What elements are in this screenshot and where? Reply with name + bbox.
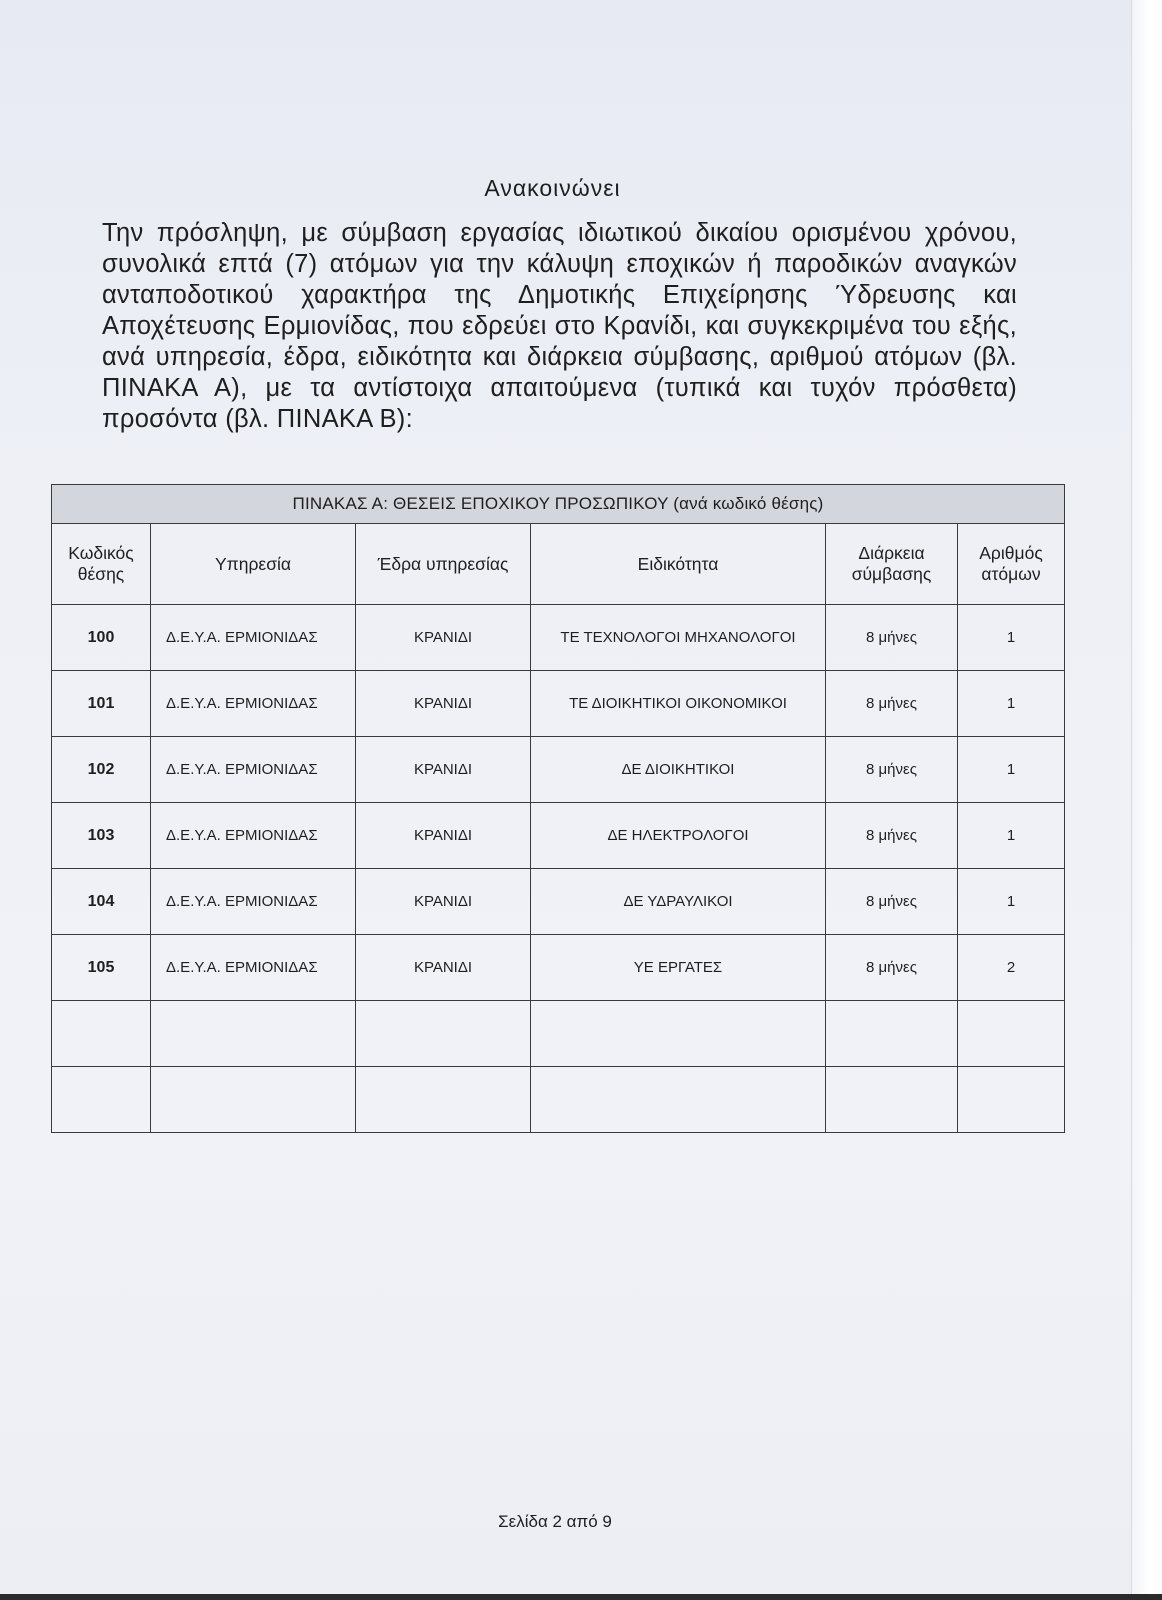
cell-code: 105 [52, 935, 151, 1001]
cell-specialty: ΤΕ ΤΕΧΝΟΛΟΓΟΙ ΜΗΧΑΝΟΛΟΓΟΙ [531, 605, 826, 671]
empty-cell [826, 1001, 958, 1067]
cell-duration: 8 μήνες [826, 737, 958, 803]
empty-cell [151, 1067, 356, 1133]
scan-border [0, 1594, 1162, 1600]
empty-cell [52, 1001, 151, 1067]
cell-service: Δ.Ε.Υ.Α. ΕΡΜΙΟΝΙΔΑΣ [151, 869, 356, 935]
header-code-line1: Κωδικός [68, 543, 134, 563]
cell-seat: ΚΡΑΝΙΔΙ [356, 935, 531, 1001]
cell-service: Δ.Ε.Υ.Α. ΕΡΜΙΟΝΙΔΑΣ [151, 671, 356, 737]
cell-count: 1 [958, 737, 1065, 803]
table-row [52, 737, 1065, 803]
intro-paragraph: Την πρόσληψη, με σύμβαση εργασίας ιδιωτικού δικαίου ορισμένου χρόνου, συνολικά επτά (7) ατόμων για την κάλυψη εποχικών ή παροδικών αναγκών ανταποδοτικού χαρακτήρα της Δημοτικής Επιχείρησης Ύδρευσης και Αποχέτευσης Ερμιονίδας, που εδρεύει στο Κρανίδι, και συγκεκριμένα του εξής, ανά υπηρεσία, έδρα, ειδικότητα και διάρκεια σύμβασης, αριθμού ατόμων (βλ. ΠΙΝΑΚΑ Α), με τα αντίστοιχα απαιτούμενα (τυπικά και τυχόν πρόσθετα) προσόντα (βλ. ΠΙΝΑΚΑ Β): [102, 219, 1017, 433]
header-count [958, 524, 1065, 605]
header-service: Υπηρεσία [151, 524, 356, 605]
cell-code: 103 [52, 803, 151, 869]
table-row [52, 671, 1065, 737]
table-row-empty [52, 1067, 1065, 1133]
cell-count: 2 [958, 935, 1065, 1001]
cell-seat: ΚΡΑΝΙΔΙ [356, 803, 531, 869]
header-duration-line2: σύμβασης [851, 564, 932, 584]
header-seat: Έδρα υπηρεσίας [356, 524, 531, 605]
cell-seat: ΚΡΑΝΙΔΙ [356, 737, 531, 803]
table-row [52, 935, 1065, 1001]
cell-service: Δ.Ε.Υ.Α. ΕΡΜΙΟΝΙΔΑΣ [151, 737, 356, 803]
empty-cell [958, 1001, 1065, 1067]
cell-duration: 8 μήνες [826, 935, 958, 1001]
cell-code: 100 [52, 605, 151, 671]
header-specialty: Ειδικότητα [531, 524, 826, 605]
cell-service: Δ.Ε.Υ.Α. ΕΡΜΙΟΝΙΔΑΣ [151, 803, 356, 869]
cell-specialty: ΤΕ ΔΙΟΙΚΗΤΙΚΟΙ ΟΙΚΟΝΟΜΙΚΟΙ [531, 671, 826, 737]
table-row-empty [52, 1001, 1065, 1067]
header-count-line2: ατόμων [981, 564, 1041, 584]
cell-duration: 8 μήνες [826, 671, 958, 737]
cell-duration: 8 μήνες [826, 605, 958, 671]
cell-count: 1 [958, 803, 1065, 869]
cell-specialty: ΔΕ ΗΛΕΚΤΡΟΛΟΓΟΙ [531, 803, 826, 869]
cell-duration: 8 μήνες [826, 869, 958, 935]
cell-seat: ΚΡΑΝΙΔΙ [356, 671, 531, 737]
cell-service: Δ.Ε.Υ.Α. ΕΡΜΙΟΝΙΔΑΣ [151, 605, 356, 671]
empty-cell [531, 1067, 826, 1133]
header-duration-line1: Διάρκεια [858, 543, 925, 563]
table-title: ΠΙΝΑΚΑΣ Α: ΘΕΣΕΙΣ ΕΠΟΧΙΚΟΥ ΠΡΟΣΩΠΙΚΟΥ (ανά κωδικό θέσης) [52, 485, 1065, 524]
cell-seat: ΚΡΑΝΙΔΙ [356, 869, 531, 935]
page-number: Σελίδα 2 από 9 [498, 1512, 612, 1531]
cell-count: 1 [958, 671, 1065, 737]
cell-count: 1 [958, 869, 1065, 935]
table-header-row [52, 524, 1065, 605]
empty-cell [356, 1067, 531, 1133]
announcement-heading: Ανακοινώνει [484, 175, 621, 201]
empty-cell [151, 1001, 356, 1067]
empty-cell [356, 1001, 531, 1067]
cell-count: 1 [958, 605, 1065, 671]
cell-duration: 8 μήνες [826, 803, 958, 869]
cell-specialty: ΔΕ ΔΙΟΙΚΗΤΙΚΟΙ [531, 737, 826, 803]
cell-seat: ΚΡΑΝΙΔΙ [356, 605, 531, 671]
cell-code: 102 [52, 737, 151, 803]
table-row [52, 605, 1065, 671]
header-code-line2: θέσης [77, 564, 125, 584]
empty-cell [958, 1067, 1065, 1133]
header-code [52, 524, 151, 605]
empty-cell [52, 1067, 151, 1133]
cell-service: Δ.Ε.Υ.Α. ΕΡΜΙΟΝΙΔΑΣ [151, 935, 356, 1001]
header-count-line1: Αριθμός [979, 543, 1043, 563]
empty-cell [826, 1067, 958, 1133]
table-title-row [52, 485, 1065, 524]
positions-table [51, 484, 1065, 1133]
cell-code: 101 [52, 671, 151, 737]
page-edge [1131, 0, 1162, 1600]
cell-specialty: ΥΕ ΕΡΓΑΤΕΣ [531, 935, 826, 1001]
header-duration [826, 524, 958, 605]
cell-specialty: ΔΕ ΥΔΡΑΥΛΙΚΟΙ [531, 869, 826, 935]
table-row [52, 803, 1065, 869]
cell-code: 104 [52, 869, 151, 935]
empty-cell [531, 1001, 826, 1067]
table-row [52, 869, 1065, 935]
